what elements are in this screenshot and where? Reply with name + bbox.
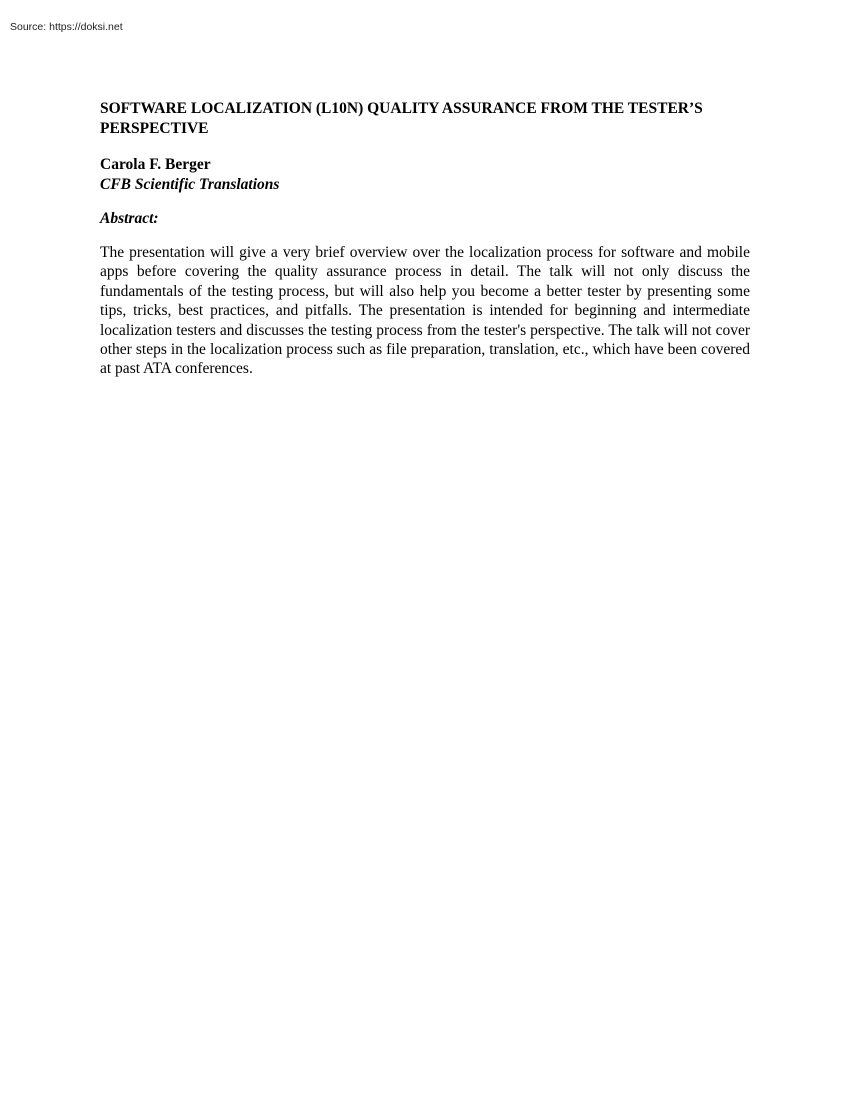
source-attribution: Source: https://doksi.net [10, 21, 123, 33]
abstract-heading: Abstract: [100, 210, 159, 227]
abstract-text: The presentation will give a very brief overview over the localization process for software and mobile apps before covering the quality assurance process in detail. The talk will not only discuss the fundamentals of the testing process, but will also help you become a better tester by presenting some tips, tricks, best practices, and pitfalls. The presentation is intended for beginning and intermediate localization testers and discusses the testing process from the tester's perspective. The talk will not cover other steps in the localization process such as file preparation, translation, etc., which have been covered at past ATA conferences. [100, 244, 750, 378]
author-name: Carola F. Berger [100, 156, 211, 173]
document-body [100, 99, 750, 379]
paper-title: SOFTWARE LOCALIZATION (L10N) QUALITY ASSURANCE FROM THE TESTER’S PERSPECTIVE [100, 100, 703, 137]
author-affiliation: CFB Scientific Translations [100, 176, 280, 193]
